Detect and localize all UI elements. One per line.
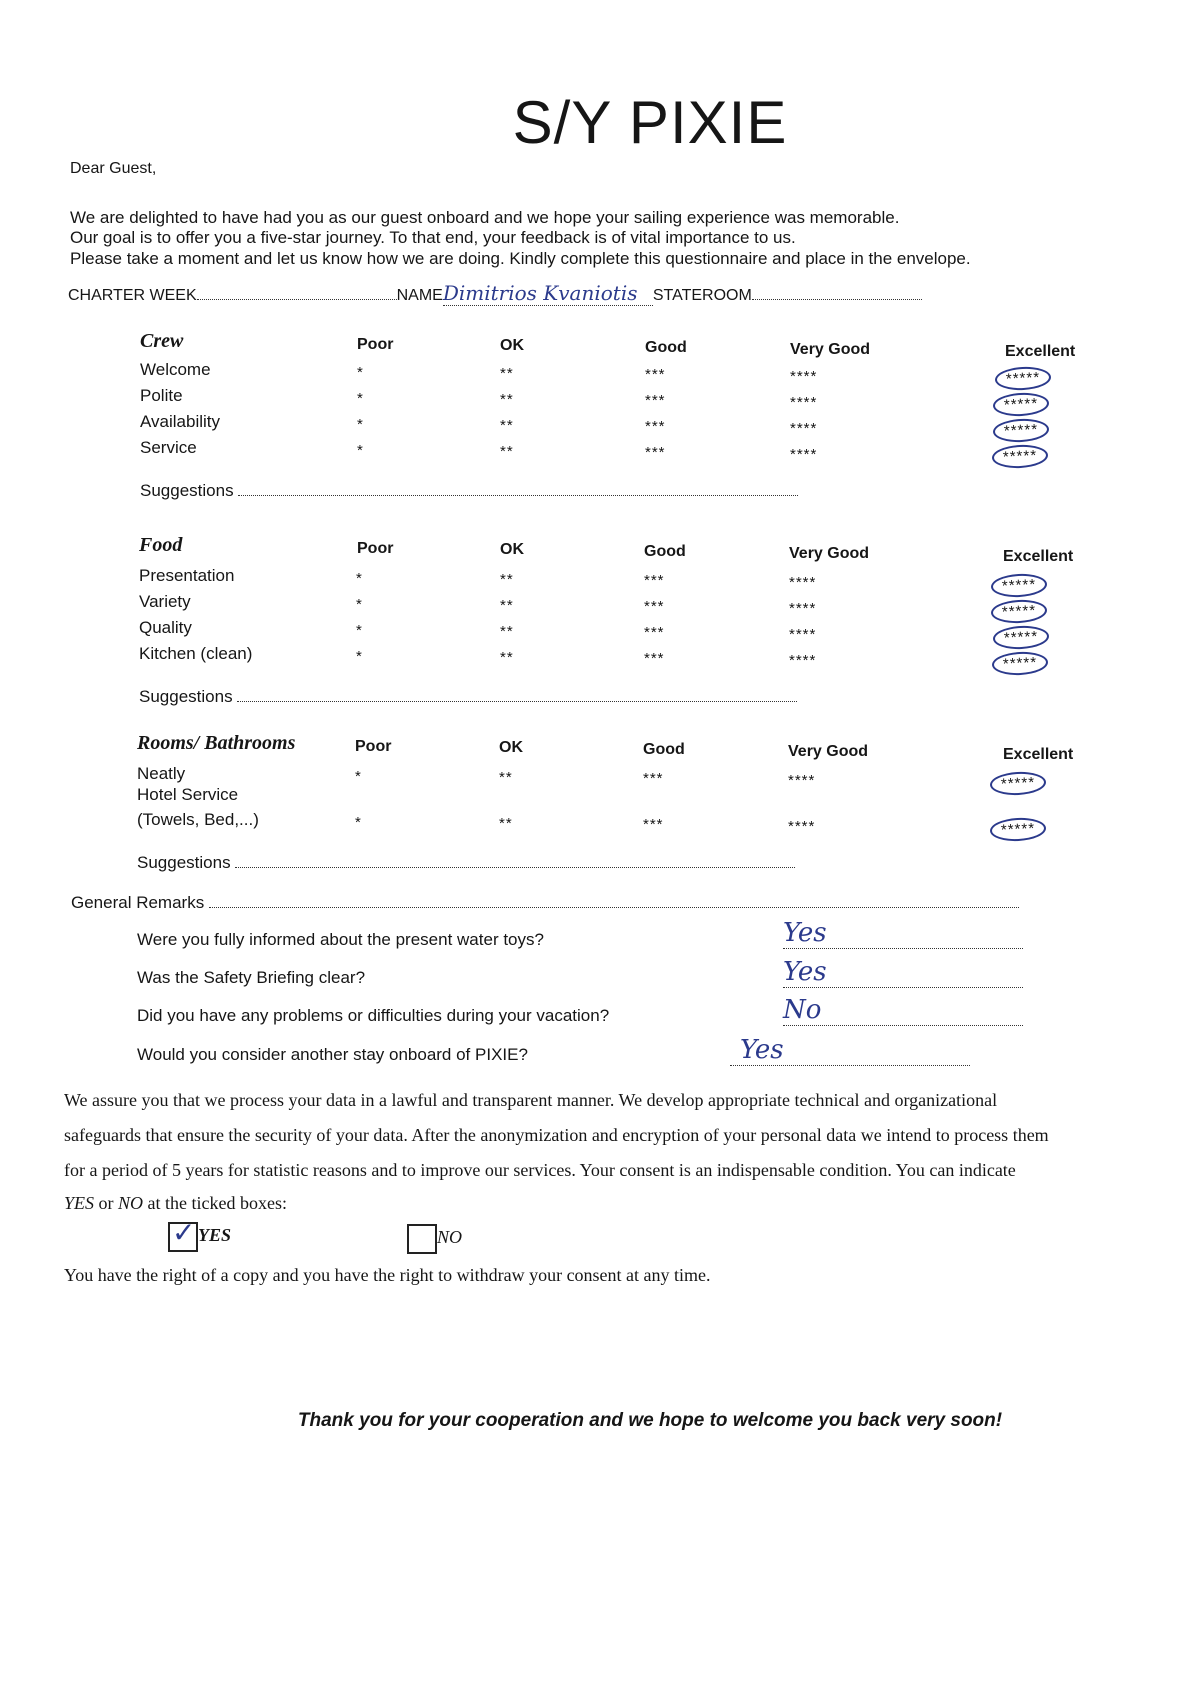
star-very-good[interactable]: ****: [790, 368, 818, 385]
stateroom-field[interactable]: [752, 298, 922, 300]
legal-yes-word: YES: [64, 1193, 95, 1213]
question-problems: Did you have any problems or difficulties during your vacation?: [137, 1006, 610, 1025]
suggestions-field[interactable]: [238, 494, 798, 496]
legal-line-2: safeguards that ensure the security of your data. After the anonymization and encryption of your personal data we intend to process them: [64, 1125, 1049, 1145]
intro-line-3: Please take a moment and let us know how we are doing. Kindly complete this questionnaire and place in the envelope.: [70, 249, 971, 268]
legal-line-3: for a period of 5 years for statistic reasons and to improve our services. Your consent is an indispensable condition. You can indicate: [64, 1160, 1016, 1180]
star-good[interactable]: ***: [645, 444, 666, 461]
suggestions-label: Suggestions: [137, 853, 231, 872]
star-ok[interactable]: **: [500, 649, 514, 666]
intro-line-1: We are delighted to have had you as our guest onboard and we hope your sailing experience was memorable.: [70, 208, 900, 227]
suggestions-food: [139, 687, 797, 707]
star-good[interactable]: ***: [645, 392, 666, 409]
row-label-presentation: Presentation: [139, 566, 235, 585]
col-very-good: Very Good: [790, 341, 871, 358]
checkmark-icon: ✓: [172, 1218, 196, 1249]
star-ok[interactable]: **: [500, 571, 514, 588]
row-label-polite: Polite: [140, 386, 183, 405]
general-remarks-field[interactable]: [209, 906, 1019, 908]
answer-another-stay[interactable]: Yes: [730, 1035, 970, 1066]
legal-rest: at the ticked boxes:: [147, 1193, 287, 1213]
col-excellent: Excellent: [1003, 548, 1074, 565]
legal-or-word: or: [98, 1193, 114, 1213]
consent-yes-checkbox[interactable]: [168, 1218, 198, 1252]
col-poor: Poor: [355, 738, 392, 755]
row-label-hotel-service-detail: (Towels, Bed,...): [137, 810, 259, 829]
legal-line-1: We assure you that we process your data in a lawful and transparent manner. We develop appropriate technical and organizational: [64, 1090, 998, 1110]
col-excellent: Excellent: [1003, 746, 1074, 763]
suggestions-field[interactable]: [235, 866, 795, 868]
star-poor[interactable]: *: [357, 416, 364, 433]
answer-problems[interactable]: No: [783, 995, 1023, 1026]
col-poor: Poor: [357, 336, 394, 353]
col-good: Good: [644, 543, 686, 560]
star-poor[interactable]: *: [355, 814, 362, 831]
col-ok: OK: [499, 739, 523, 756]
star-good[interactable]: ***: [645, 418, 666, 435]
star-ok[interactable]: **: [500, 623, 514, 640]
col-ok: OK: [500, 337, 524, 354]
question-safety-briefing: Was the Safety Briefing clear?: [137, 968, 366, 987]
general-remarks: [71, 893, 1019, 913]
star-ok[interactable]: **: [500, 443, 514, 460]
star-very-good[interactable]: ****: [789, 574, 817, 591]
star-excellent-selected[interactable]: *****: [990, 573, 1047, 599]
star-ok[interactable]: **: [500, 365, 514, 382]
star-good[interactable]: ***: [644, 598, 665, 615]
star-good[interactable]: ***: [643, 770, 664, 787]
star-good[interactable]: ***: [644, 624, 665, 641]
legal-right-line: You have the right of a copy and you have the right to withdraw your consent at any time.: [64, 1265, 711, 1285]
star-excellent-selected[interactable]: *****: [989, 817, 1046, 843]
intro-line-2: Our goal is to offer you a five-star journey. To that end, your feedback is of vital importance to us.: [70, 228, 796, 247]
charter-week-label: CHARTER WEEK: [68, 287, 197, 304]
col-good: Good: [643, 741, 685, 758]
answer-water-toys[interactable]: Yes: [783, 918, 1023, 949]
star-poor[interactable]: *: [355, 768, 362, 785]
star-excellent-selected[interactable]: *****: [992, 392, 1049, 418]
star-good[interactable]: ***: [645, 366, 666, 383]
star-poor[interactable]: *: [356, 596, 363, 613]
consent-yes-label: YES: [198, 1225, 232, 1246]
suggestions-rooms: [137, 853, 795, 873]
col-very-good: Very Good: [789, 545, 870, 562]
consent-yes-option[interactable]: [168, 1218, 232, 1252]
star-ok[interactable]: **: [500, 597, 514, 614]
row-label-service: Service: [140, 438, 197, 457]
consent-no-label: NO: [437, 1227, 463, 1248]
section-title-crew: Crew: [140, 330, 184, 352]
star-poor[interactable]: *: [357, 390, 364, 407]
star-good[interactable]: ***: [644, 650, 665, 667]
row-label-availability: Availability: [140, 412, 221, 431]
star-very-good[interactable]: ****: [790, 420, 818, 437]
star-excellent-selected[interactable]: *****: [994, 366, 1051, 392]
thank-you-message: Thank you for your cooperation and we hope to welcome you back very soon!: [297, 1410, 1003, 1431]
star-very-good[interactable]: ****: [789, 652, 817, 669]
stateroom-label: STATEROOM: [652, 287, 752, 304]
suggestions-label: Suggestions: [140, 481, 234, 500]
legal-no-word: NO: [118, 1193, 144, 1213]
star-very-good[interactable]: ****: [788, 818, 816, 835]
star-poor[interactable]: *: [356, 648, 363, 665]
row-label-variety: Variety: [139, 592, 191, 611]
suggestions-crew: [140, 481, 798, 501]
star-excellent-selected[interactable]: *****: [989, 771, 1046, 797]
star-excellent-selected[interactable]: *****: [991, 444, 1048, 470]
star-good[interactable]: ***: [644, 572, 665, 589]
greeting: Dear Guest,: [70, 160, 157, 177]
col-excellent: Excellent: [1005, 343, 1076, 360]
suggestions-label: Suggestions: [139, 687, 233, 706]
charter-fields-row: [68, 281, 922, 306]
legal-line-4: [64, 1193, 287, 1214]
col-poor: Poor: [357, 540, 394, 557]
name-field[interactable]: Dimitrios Kvaniotis: [443, 281, 653, 306]
star-excellent-selected[interactable]: *****: [991, 651, 1048, 677]
star-poor[interactable]: *: [357, 364, 364, 381]
row-label-hotel-service: Hotel Service: [137, 785, 239, 804]
name-label: NAME: [396, 287, 443, 304]
question-water-toys: Were you fully informed about the present water toys?: [137, 930, 544, 949]
row-label-kitchen: Kitchen (clean): [139, 644, 253, 663]
star-excellent-selected[interactable]: *****: [992, 418, 1049, 444]
col-ok: OK: [500, 541, 524, 558]
col-good: Good: [645, 339, 687, 356]
star-poor[interactable]: *: [356, 622, 363, 639]
star-good[interactable]: ***: [643, 816, 664, 833]
row-label-neatly: Neatly: [137, 764, 186, 783]
star-very-good[interactable]: ****: [788, 772, 816, 789]
star-poor[interactable]: *: [356, 570, 363, 587]
star-excellent-selected[interactable]: *****: [990, 599, 1047, 625]
star-poor[interactable]: *: [357, 442, 364, 459]
star-ok[interactable]: **: [499, 769, 513, 786]
star-very-good[interactable]: ****: [790, 394, 818, 411]
star-ok[interactable]: **: [499, 815, 513, 832]
charter-week-field[interactable]: [197, 298, 397, 300]
answer-safety-briefing[interactable]: Yes: [783, 957, 1023, 988]
consent-no-checkbox[interactable]: [407, 1224, 437, 1254]
star-excellent-selected[interactable]: *****: [992, 625, 1049, 651]
star-very-good[interactable]: ****: [789, 600, 817, 617]
star-ok[interactable]: **: [500, 391, 514, 408]
star-ok[interactable]: **: [500, 417, 514, 434]
suggestions-field[interactable]: [237, 700, 797, 702]
consent-no-option[interactable]: [407, 1224, 462, 1254]
star-very-good[interactable]: ****: [790, 446, 818, 463]
col-very-good: Very Good: [788, 743, 869, 760]
question-another-stay: Would you consider another stay onboard of PIXIE?: [137, 1045, 528, 1064]
star-very-good[interactable]: ****: [789, 626, 817, 643]
section-title-rooms: Rooms/ Bathrooms: [137, 732, 296, 754]
general-remarks-label: General Remarks: [71, 893, 205, 912]
row-label-welcome: Welcome: [140, 360, 211, 379]
row-label-quality: Quality: [139, 618, 192, 637]
section-title-food: Food: [139, 534, 183, 556]
form-title: S/Y PIXIE: [512, 89, 788, 156]
